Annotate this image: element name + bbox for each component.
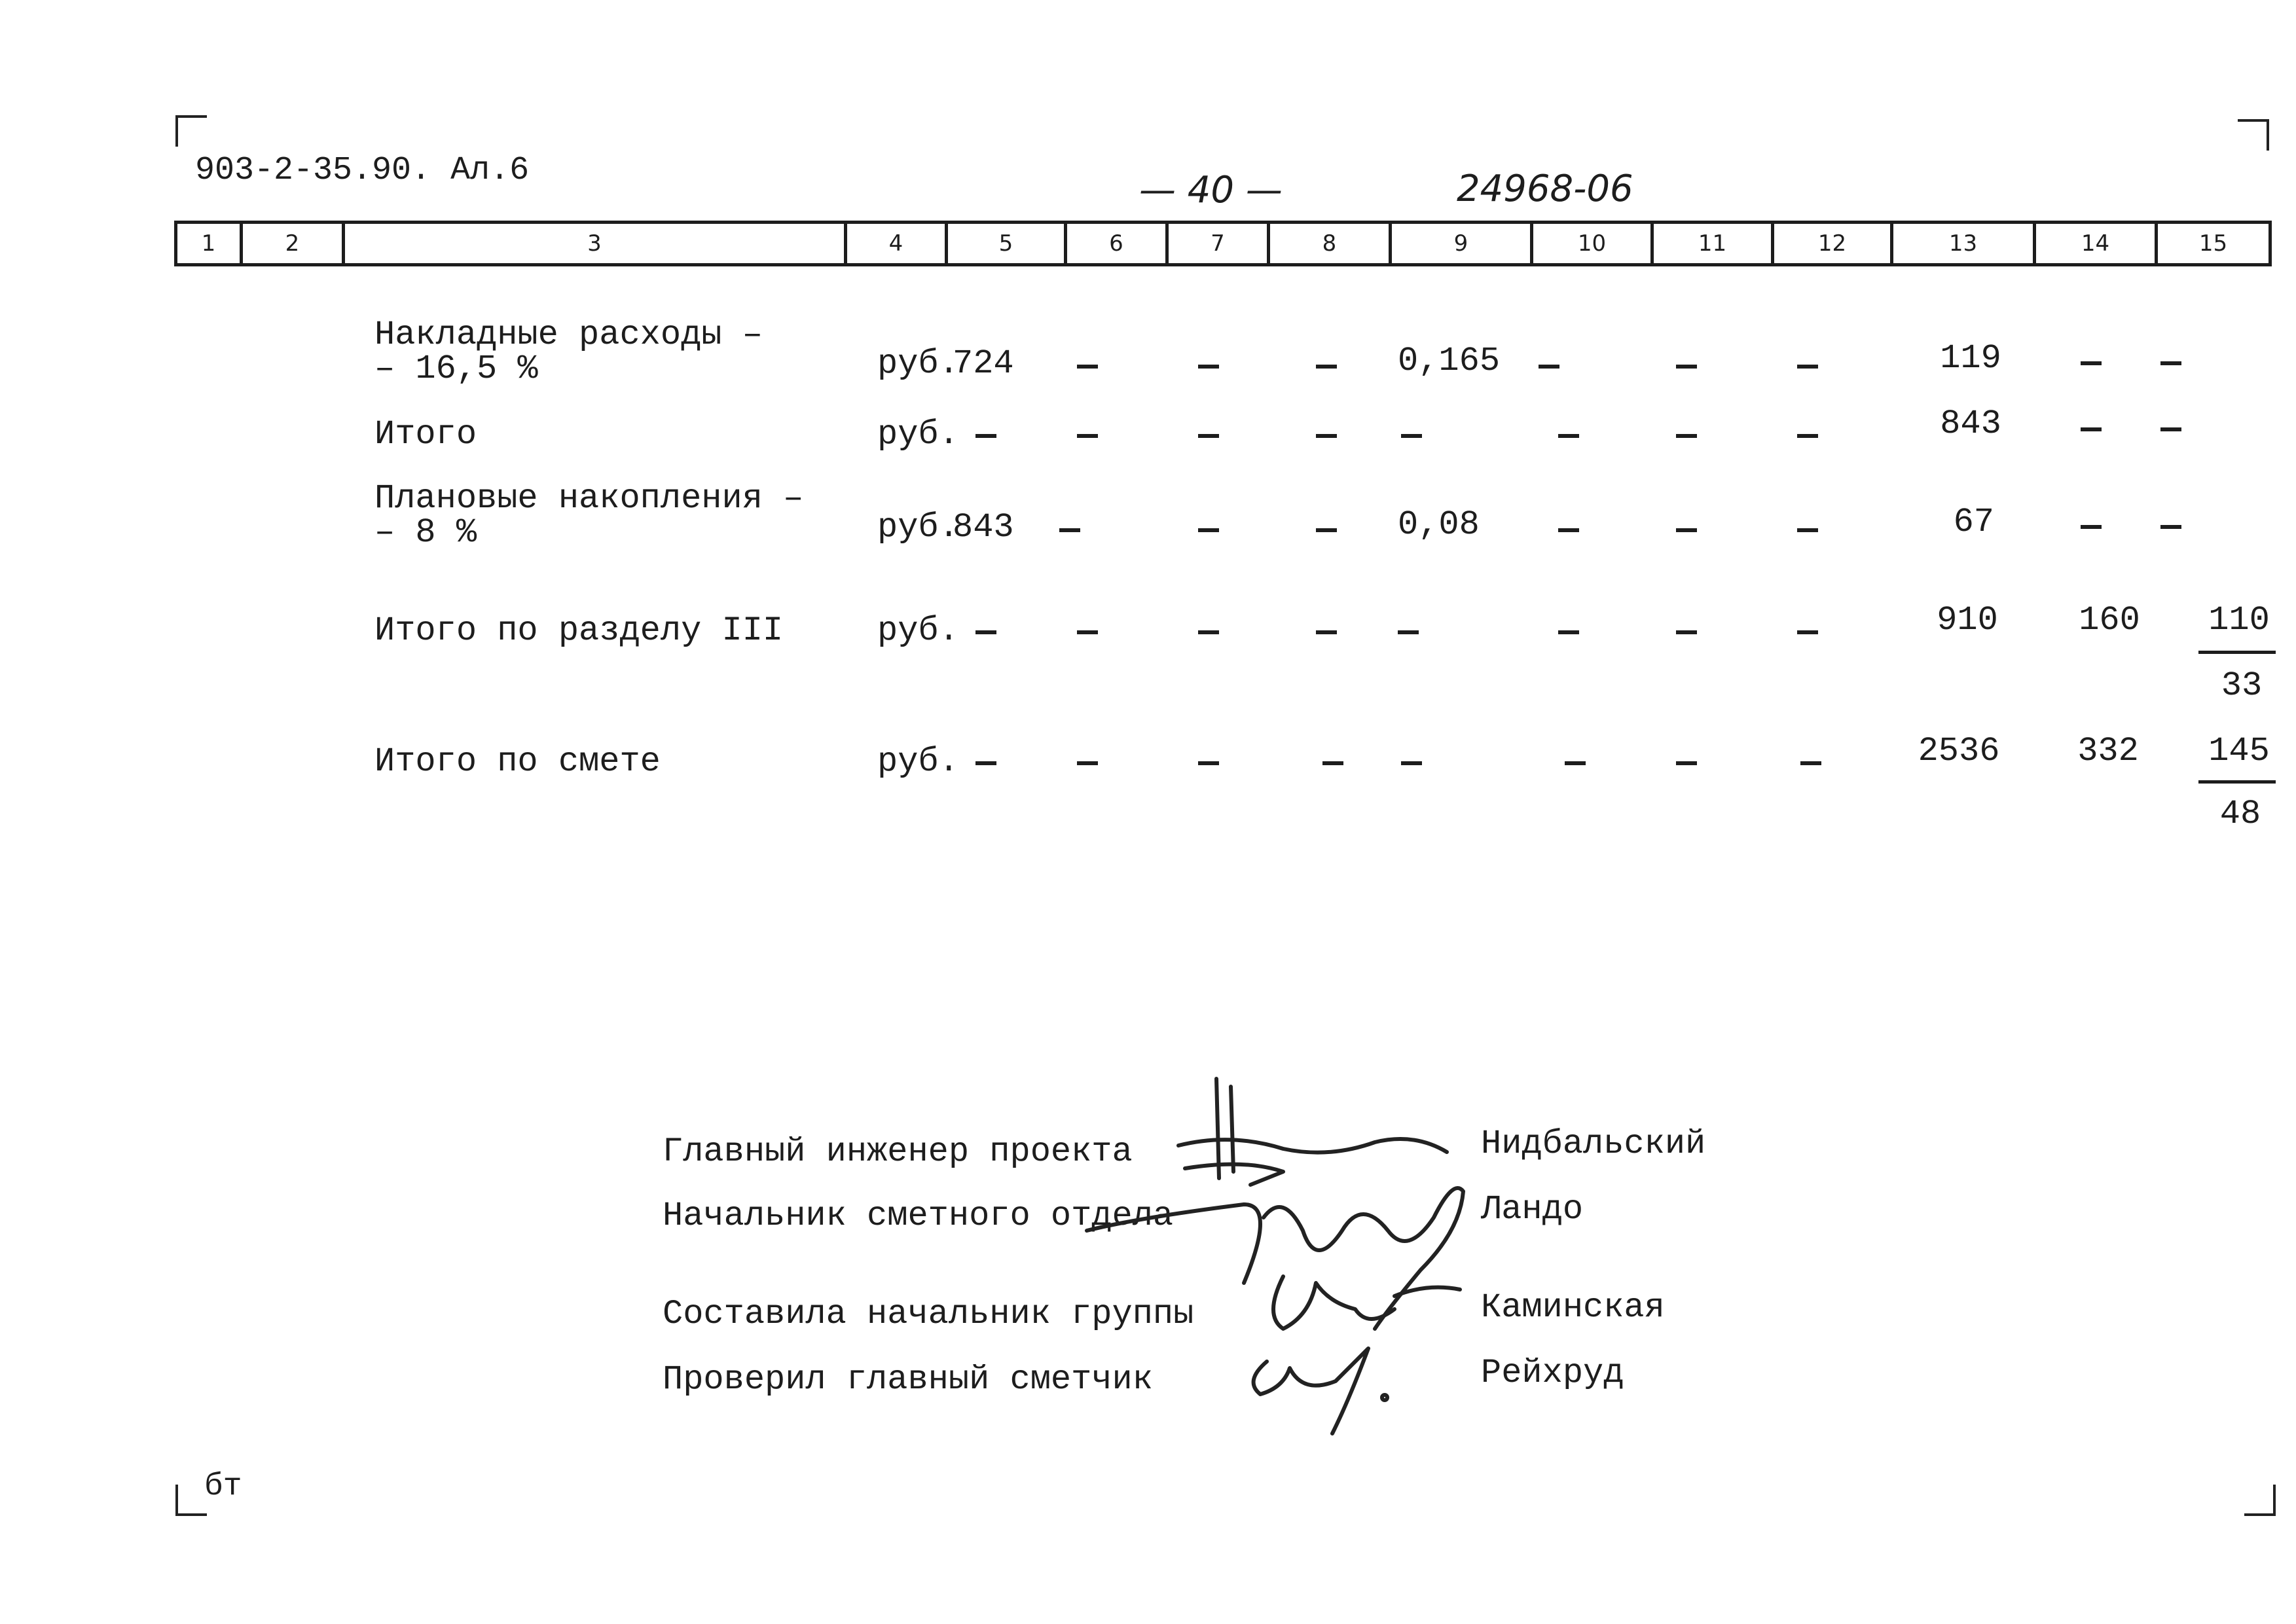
row-label: Итого по разделу III — [374, 611, 784, 650]
row-label-sub: – 8 % — [374, 513, 477, 552]
row-label-sub: – 16,5 % — [374, 350, 538, 388]
fraction-denominator: 48 — [2219, 795, 2261, 833]
signature-role: Составила начальник группы — [663, 1295, 1194, 1333]
fraction-numerator: 145 — [2208, 732, 2270, 770]
column-number: 12 — [1774, 224, 1893, 263]
column-number: 5 — [948, 224, 1067, 263]
unit-cell: руб. — [877, 611, 959, 650]
signature-role: Главный инженер проекта — [663, 1132, 1133, 1171]
row-label: Плановые накопления – — [374, 479, 804, 518]
row-label: Итого по смете — [374, 742, 661, 781]
unit-cell: руб. — [877, 508, 959, 547]
footer-mark: бт — [204, 1469, 242, 1504]
signature-stroke — [1254, 1348, 1368, 1434]
column-number: 3 — [345, 224, 847, 263]
signature-role: Начальник сметного отдела — [663, 1197, 1174, 1235]
page-number: — 40 — — [1139, 169, 1283, 211]
column-number: 13 — [1893, 224, 2036, 263]
total-cell: 119 — [1940, 339, 2001, 378]
signature-stroke — [1264, 1188, 1463, 1329]
signature-stroke — [1273, 1276, 1394, 1329]
quantity-cell: 724 — [953, 344, 1014, 383]
signature-stroke — [1087, 1204, 1260, 1283]
signature-name: Рейхруд — [1481, 1354, 1624, 1392]
signature-name: Ландо — [1481, 1190, 1584, 1229]
total-cell: 67 — [1953, 503, 1994, 541]
rate-cell: 0,08 — [1398, 505, 1480, 544]
column-number: 6 — [1067, 224, 1169, 263]
unit-cell: руб. — [877, 742, 959, 781]
doc-number: 24968-06 — [1457, 168, 1633, 210]
signature-stroke — [1382, 1395, 1387, 1400]
total-cell: 843 — [1940, 405, 2001, 443]
signature-name: Нидбальский — [1481, 1125, 1706, 1163]
column-number: 4 — [847, 224, 948, 263]
column-number: 10 — [1533, 224, 1654, 263]
row-label: Накладные расходы – — [374, 316, 763, 354]
column-number: 11 — [1654, 224, 1774, 263]
signature-stroke — [1231, 1087, 1233, 1172]
rate-cell: 0,165 — [1398, 342, 1501, 380]
column-number: 14 — [2036, 224, 2158, 263]
column-number: 7 — [1169, 224, 1270, 263]
column-number: 15 — [2198, 230, 2228, 257]
unit-cell: руб. — [877, 344, 959, 383]
signature-role: Проверил главный сметчик — [663, 1360, 1153, 1399]
column-number: 2 — [243, 224, 345, 263]
fraction-denominator: 33 — [2221, 666, 2263, 705]
row-label: Итого — [374, 415, 477, 454]
total-cell: 910 — [1937, 601, 1998, 640]
column-number: 9 — [1392, 224, 1533, 263]
unit-cell: руб. — [877, 415, 959, 454]
sum-cell: 160 — [2079, 601, 2140, 640]
fraction-numerator: 110 — [2208, 601, 2270, 640]
column-number: 1 — [177, 224, 243, 263]
total-cell: 2536 — [1918, 732, 2000, 770]
signature-name: Каминская — [1481, 1288, 1665, 1327]
quantity-cell: 843 — [953, 508, 1014, 547]
sum-cell: 332 — [2077, 732, 2139, 770]
doc-code: 903-2-35.90. Ал.6 — [195, 152, 530, 189]
column-number: 8 — [1270, 224, 1392, 263]
